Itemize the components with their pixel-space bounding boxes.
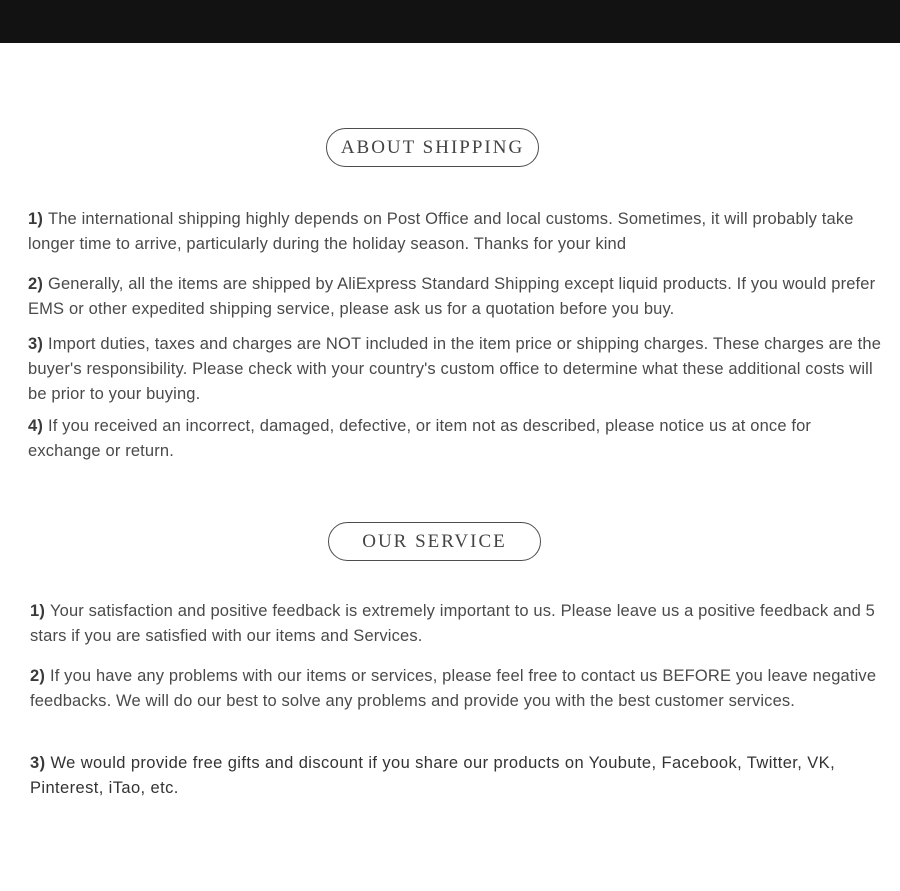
service-item-3-number: 3) — [30, 754, 46, 772]
service-item-3-text: We would provide free gifts and discount if you share our products on Youbute, Facebook, Twitter, VK, Pinterest, iTao, etc. — [30, 754, 836, 797]
about-shipping-heading: ABOUT SHIPPING — [326, 128, 539, 167]
service-item-2-number: 2) — [30, 667, 45, 685]
top-bar — [0, 0, 900, 43]
shipping-item-1-text: The international shipping highly depends on Post Office and local customs. Sometimes, it will probably take longer time to arrive, particularly during the holiday season. Thanks for your kind — [28, 210, 854, 253]
service-item-2 — [30, 664, 888, 714]
shipping-item-4-number: 4) — [28, 417, 43, 435]
service-item-3 — [30, 751, 888, 801]
shipping-item-1 — [28, 207, 888, 257]
shipping-item-4 — [28, 414, 888, 464]
shipping-item-1-number: 1) — [28, 210, 43, 228]
shipping-item-2-text: Generally, all the items are shipped by AliExpress Standard Shipping except liquid products. If you would prefer EMS or other expedited shipping service, please ask us for a quotation before you buy. — [28, 275, 876, 318]
our-service-heading: OUR SERVICE — [328, 522, 541, 561]
service-item-1 — [30, 599, 888, 649]
service-item-1-text: Your satisfaction and positive feedback is extremely important to us. Please leave us a positive feedback and 5 stars if you are satisfied with our items and Services. — [30, 602, 875, 645]
service-item-2-text: If you have any problems with our items or services, please feel free to contact us BEFORE you leave negative feedbacks. We will do our best to solve any problems and provide you with the best customer services. — [30, 667, 877, 710]
shipping-item-3 — [28, 332, 888, 407]
shipping-item-2 — [28, 272, 888, 322]
shipping-item-2-number: 2) — [28, 275, 43, 293]
shipping-item-4-text: If you received an incorrect, damaged, defective, or item not as described, please notice us at once for exchange or return. — [28, 417, 812, 460]
shipping-item-3-text: Import duties, taxes and charges are NOT included in the item price or shipping charges. These charges are the buyer's responsibility. Please check with your country's custom office to determine what these additional costs will be prior to your buying. — [28, 335, 882, 403]
shipping-item-3-number: 3) — [28, 335, 43, 353]
service-item-1-number: 1) — [30, 602, 45, 620]
